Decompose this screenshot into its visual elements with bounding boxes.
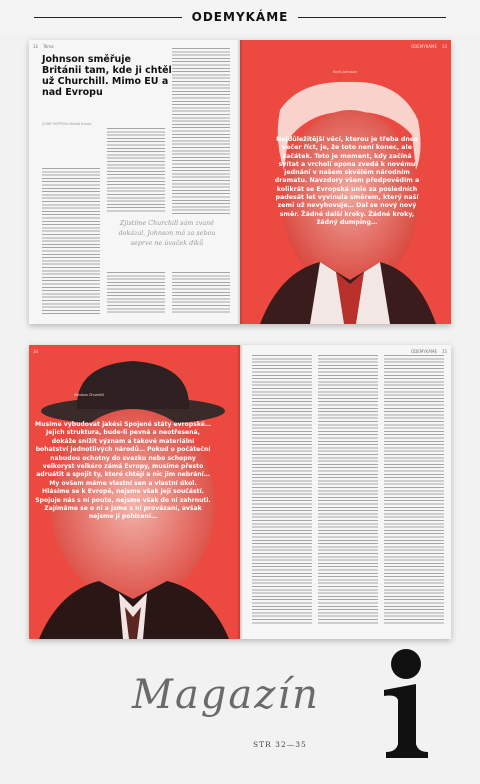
magazine-spread-2: [29, 345, 451, 639]
magazine-spread-1: [29, 40, 451, 324]
spread2-left-page: [29, 345, 240, 639]
body-text-column: [318, 355, 378, 625]
body-text-column: [42, 168, 100, 314]
spread-gutter: [237, 40, 243, 324]
spread2-right-page: [240, 345, 451, 639]
header-rule-right: [298, 17, 446, 18]
spread1-left-page: [29, 40, 240, 324]
section-label: ODEMYKÁME: [191, 10, 289, 24]
article-byline: JOSEF KOPŘIVA Mladá fronta: [42, 122, 92, 126]
page-number: 32: [33, 44, 39, 49]
pull-quote: Zjistíme Churchill sám zvaně dokázal, Johnson má za sebou seprve ne úvaček díků: [118, 219, 216, 247]
page-number: 33: [441, 44, 447, 49]
section-tag: ODEMYKÁME: [411, 349, 437, 354]
magazine-title: Magazín: [132, 672, 320, 718]
body-text-column: [172, 272, 230, 314]
page-number: 34: [33, 349, 39, 354]
body-text-column: [107, 272, 165, 314]
spread-gutter: [237, 345, 243, 639]
spread1-right-page: [240, 40, 451, 324]
photo-caption: Boris Johnson: [333, 70, 357, 74]
section-tag: ODEMYKÁME: [411, 44, 437, 49]
page-range: STR 32—35: [253, 740, 307, 749]
body-text-column: [172, 48, 230, 214]
section-header: [0, 0, 480, 34]
body-text-column: [107, 128, 165, 214]
body-text-column: [252, 355, 312, 625]
body-text-column: [384, 355, 444, 625]
page-number: 35: [441, 349, 447, 354]
johnson-quote: Nejdůležitější věcí, kterou je třeba dnes večer říct, je, že toto není konec, ale začátek. Toto je moment, kdy začíná svítat a vrcholí opona zvedá k novému jednání v našem skvělém národním dramatu. Navzdory všem předpovědím a kolikrát se Evropská unie za posledních padesát let vyvinula směrem, který naší zemi už nevyhovuje… Dal se nový nový směr. Žádné další kroky. Žádné kroky, žádný dumping…: [274, 136, 420, 226]
photo-caption: Winston Churchill: [73, 393, 105, 397]
i-logo-icon: [366, 648, 446, 763]
section-tag: Téma: [43, 44, 54, 49]
article-headline: Johnson směřuje Británii tam, kde ji chtěl už Churchill. Mimo EU a nad Evropu: [42, 54, 172, 98]
churchill-quote: Musíme vybudovat jakési Spojené státy evropské… Jejich struktura, bude-li pevná a neotřesená, dokáže snížit význam a takové materiální bohatství jednotlivých národů… Pokud o počáteční nabudou ochotny do svazku nebo schopny velkoryst velkéro zámá Evropy, musíme přesto adruátit a spojit ty, které chtějí a nic jim nebrání… My ovšem máme vlastní sen a vlastní úkol. Hlásíme se k Evropě, nejsme však její součástí. Spojuje nás s ní pouto, nejsme však do ní zahrnuti. Zajímáme se o ni a jsme s ní provázaní, avšak nejsme jí pohlceni…: [35, 421, 211, 521]
